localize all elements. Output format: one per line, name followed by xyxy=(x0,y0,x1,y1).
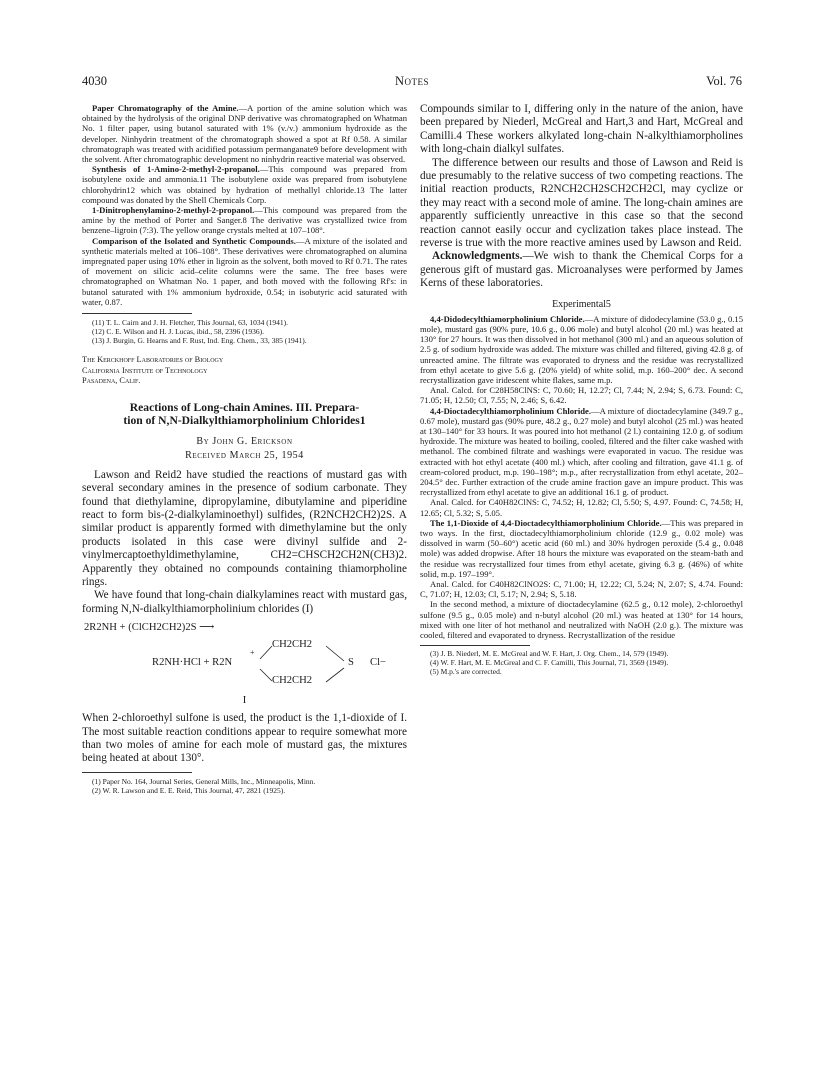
reaction-equation: 2R2NH + (ClCH2CH2)2S ⟶ xyxy=(84,622,215,634)
paragraph xyxy=(82,103,407,164)
affiliation-line: California Institute of Technology xyxy=(82,365,208,375)
author-line: By John G. Erickson xyxy=(196,435,293,447)
body-paragraph: Compounds similar to I, differing only in the nature of the anion, have been prepared by Niederl, McGreal and Hart,3 and Hart, McGreal and Camilli.4 These workers alkylated long-chain N-alkylthiamorpholines with long-chain dialkyl sulfates. xyxy=(420,103,743,156)
footnote: (2) W. R. Lawson and E. E. Reid, This Journal, 47, 2821 (1925). xyxy=(92,785,286,795)
footnote-rule xyxy=(82,313,192,314)
running-head: Notes xyxy=(394,74,430,88)
analysis-paragraph: Anal. Calcd. for C28H58ClNS: C, 70.60; H, 12.27; Cl, 7.44; N, 2.94; S, 6.73. Found: C, 71.05; H, 12.50; Cl, 7.55; N, 2.46; S, 6.42. xyxy=(420,385,743,406)
experimental-heading: Experimental5 xyxy=(552,298,611,310)
thiamorpholinium-structure xyxy=(82,635,407,695)
affiliation-line: Pasadena, Calif. xyxy=(82,376,141,386)
experimental-paragraph xyxy=(420,314,743,385)
body-paragraph: We have found that long-chain dialkylamines react with mustard gas, forming N,N-dialkylthiamorpholinium chlorides (I) xyxy=(82,589,407,615)
footnote: (1) Paper No. 164, Journal Series, General Mills, Inc., Minneapolis, Minn. xyxy=(92,776,316,786)
structure-bottom: CH2CH2 xyxy=(272,675,313,687)
structure-s: S xyxy=(348,657,354,669)
paragraph xyxy=(82,164,407,205)
paragraph-heading: The 1,1-Dioxide of 4,4-Dioctadecylthiamorpholinium Chloride. xyxy=(430,517,662,528)
footnote: (4) W. F. Hart, M. E. McGreal and C. F. Camilli, This Journal, 71, 3569 (1949). xyxy=(430,658,669,668)
right-column xyxy=(420,103,743,676)
paragraph-heading: Synthesis of 1-Amino-2-methyl-2-propanol. xyxy=(92,164,260,175)
title-line: Reactions of Long-chain Amines. III. Prepara- xyxy=(129,400,360,414)
ack-text: —We wish to thank the Chemical Corps for a generous gift of mustard gas. Microanalyses were performed by James Kerns of these laboratories. xyxy=(420,250,743,290)
paragraph-heading: 1-Dinitrophenylamino-2-methyl-2-propanol. xyxy=(92,205,255,216)
paragraph-text: —A mixture of dioctadecylamine (349.7 g., 0.67 mole), mustard gas (90% pure, 48.2 g., 0.27 mole) and butyl alcohol (25 ml.) was heated at 130–140° for 33 hours. It was poured into hot methanol (2 l.) containing 12.0 g. of sodium hydroxide. The mixture was heated to boiling, cooled, filtered and the filter cake washed with methanol. The combined filtrate and washings were evaporated in vacuo. The residue was extracted with hot ethyl acetate (400 ml.) which, after cooling and filtration, gave 41.1 g. of cream-colored product, m.p. 190–198°; m.p., after recrystallization from ethyl acetate, 202–204.5° dec. Further extraction of the crude amine fraction gave an impure product. This was recrystallized from ethyl acetate to give an additional 16.1 g. of product. xyxy=(420,405,744,498)
paragraph-text: —This compound was prepared from the amine by the method of Porter and Sanger.8 The derivative was crystallized twice from benzene–ligroin (7:3). The yellow orange crystals melted at 107–108°. xyxy=(82,205,407,236)
analysis-paragraph: Anal. Calcd. for C40H82ClNO2S: C, 71.00; H, 12.22; Cl, 5.24; N, 2.07; S, 4.74. Found: C, 71.07; H, 12.03; Cl, 5.17; N, 2.94; S, 5.18. xyxy=(420,578,743,600)
experimental-paragraph: In the second method, a mixture of dioctadecylamine (62.5 g., 0.12 mole), 2-chloroethyl sulfone (9.5 g., 0.05 mole) and n-butyl alcohol (20 ml.) was heated at 130° for 14 hours, mixed with one liter of hot methanol and neutralized with NaOH (2.0 g.). The mixture was cooled, filtered and evaporated to dryness. Recrystallization of the residue xyxy=(420,599,743,640)
paragraph-heading: 4,4-Didodecylthiamorpholinium Chloride. xyxy=(430,313,585,324)
footnote: (13) J. Burgin, G. Hearns and F. Rust, Ind. Eng. Chem., 33, 385 (1941). xyxy=(92,336,307,346)
footnote-rule xyxy=(420,645,530,646)
structure-top: CH2CH2 xyxy=(272,639,313,651)
structure-label: I xyxy=(242,695,247,707)
left-column xyxy=(82,103,407,795)
experimental-paragraph xyxy=(420,518,743,579)
title-line: tion of N,N-Dialkylthiamorpholinium Chlorides1 xyxy=(123,414,366,428)
received-date: Received March 25, 1954 xyxy=(185,449,304,461)
footnote-rule xyxy=(82,772,192,773)
structure-left: R2NH·HCl + R2N xyxy=(152,657,233,669)
body-paragraph: The difference between our results and those of Lawson and Reid is due presumably to the relative success of two competing reactions. The initial reaction products, R2NCH2CH2SCH2CH2Cl, may cyclize or they may react with a second mole of amine. The long-chain amines are apparently sufficiently unreactive in this case so that the second reaction cannot easily occur and cyclization takes place instead. The reverse is true with the more reactive amines used by Lawson and Reid. xyxy=(420,156,743,250)
affiliation xyxy=(82,355,407,386)
footnote: (3) J. B. Niederl, M. E. McGreal and W. F. Hart, J. Org. Chem., 14, 579 (1949). xyxy=(430,649,669,659)
ack-heading: Acknowledgments. xyxy=(432,250,523,263)
structure-plus: + xyxy=(250,648,255,658)
paragraph-text: —A mixture of the isolated and synthetic materials melted at 106–108°. These derivatives were chromatographed on alumina impregnated paper using 10% ether in ligroin as the solvent, both moved to Rf 0.71. The rates of movement on silicic acid–celite columns were the same. The free bases were chromatographed on Whatman No. 1 paper, and both moved with the following Rf's: in butanol saturated with 1% ammonium hydroxide, 0.54; in isobutyric acid saturated with water, 0.87. xyxy=(82,235,408,307)
paragraph-heading: Comparison of the Isolated and Synthetic Compounds. xyxy=(92,235,296,246)
page-header xyxy=(82,74,742,90)
paragraph-heading: Paper Chromatography of the Amine. xyxy=(92,103,239,113)
body-paragraph: Lawson and Reid2 have studied the reactions of mustard gas with several secondary amines in the presence of sodium carbonate. They found that diethylamine, dipropylamine, dibutylamine and piperidine react to form bis-(2-dialkylaminoethyl) sulfides, (R2NCH2CH2)2S. A similar product is apparently formed with dimethylamine but the only products isolated in this case were divinyl sulfide and 2-vinylmercaptoethyldimethylamine, CH2=CHSCH2CH2N(CH3)2. Apparently they obtained no compounds containing thiamorpholine rings. xyxy=(82,468,407,588)
footnote: (12) C. E. Wilson and H. J. Lucas, ibid., 58, 2396 (1936). xyxy=(92,327,265,337)
experimental-paragraph xyxy=(420,406,743,498)
paragraph-text: —This compound was prepared from isobutylene oxide and ammonia.11 The isobutylene oxide was prepared from isobutylene chlorohydrin12 which was obtained by hydration of methallyl chloride.13 The latter compound was donated by the Shell Chemicals Corp. xyxy=(82,164,407,205)
paragraph-heading: 4,4-Dioctadecylthiamorpholinium Chloride. xyxy=(430,405,591,416)
structure-cl: Cl− xyxy=(370,657,386,669)
structure-bonds xyxy=(82,635,407,695)
paragraph-text: —This was prepared in two ways. In the first, dioctadecylthiamorpholinium chloride (12.9 g., 0.02 mole) was dissolved in warm (50–60°) acetic acid (60 ml.) and 30% hydrogen peroxide (5.4 g., 0.048 mole) was added dropwise. After 18 hours the mixture was evaporated on the steam-bath and the residue was recrystallized four times from ethyl acetate, giving 6.3 g. (46%) of white solid, m.p. 197–199°. xyxy=(420,517,743,579)
paragraph-text: —A portion of the amine solution which was obtained by the hydrolysis of the original DNP derivative was chromatographed on Whatman No. 1 filter paper, using butanol saturated with 1% (v./v.) ammonium hydroxide as the developer. Ninhydrin treatment of the chromatograph showed a spot at Rf 0.58. A similar chromatograph was treated with acidified potassium permanganate9 before development with the solvent. After chromatographic development no ninhydrin reactive material was observed. xyxy=(82,103,407,165)
body-paragraph: When 2-chloroethyl sulfone is used, the product is the 1,1-dioxide of I. The most suitable reaction conditions appear to require somewhat more than two moles of amine for each mole of mustard gas, the mixtures being heated at about 130°. xyxy=(82,712,407,765)
affiliation-line: The Kerckhoff Laboratories of Biology xyxy=(82,355,224,365)
paragraph xyxy=(82,236,407,307)
paragraph-text: —A mixture of didodecylamine (53.0 g., 0.15 mole), mustard gas (90% pure, 10.6 g., 0.06 mole) and butyl alcohol (20 ml.) was heated at 130° for 27 hours. It was then dissolved in hot methanol (300 ml.) and an aqueous solution of 2.5 g. of sodium hydroxide was added. The mixture was chilled and filtered, giving 42.8 g. of unreacted amine. The filtrate was evaporated to dryness and the residue was recrystallized from ethyl acetate to give 5.6 g. (20% yield) of white solid, m.p. 160–200° dec. A second recrystallization gave iridescent white flakes, same m.p. xyxy=(420,313,743,385)
footnote: (5) M.p.'s are corrected. xyxy=(430,667,502,677)
volume: Vol. 76 xyxy=(706,74,742,88)
footnote: (11) T. L. Cairn and J. H. Fletcher, This Journal, 63, 1034 (1941). xyxy=(92,318,289,328)
article-title xyxy=(82,401,407,428)
page-number: 4030 xyxy=(82,74,107,88)
acknowledgments xyxy=(420,250,743,290)
analysis-paragraph: Anal. Calcd. for C40H82ClNS: C, 74.52; H, 12.82; Cl, 5.50; S, 4.97. Found: C, 74.58; H, 12.65; Cl, 5.32; S, 5.05. xyxy=(420,497,743,518)
paragraph xyxy=(82,205,407,236)
